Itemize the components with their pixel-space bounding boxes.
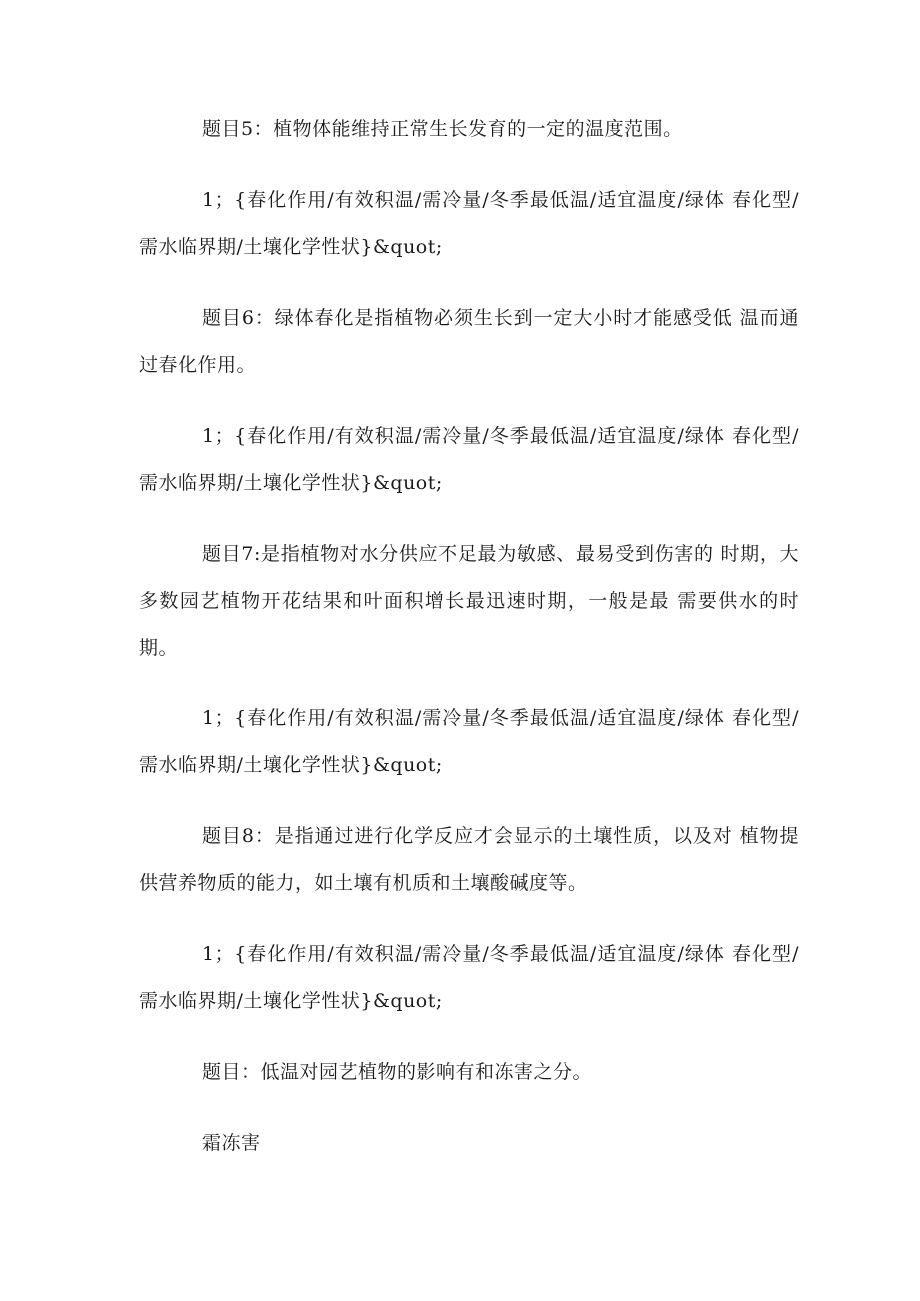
question-6-text: 题目6：绿体春化是指植物必须生长到一定大小时才能感受低 温而通过春化作用。 [139,307,799,376]
answer-options-text: 1；{春化作用/有效积温/需冷量/冬季最低温/适宜温度/绿体 春化型/需水临界期/土壤化学性状}&quot; [139,707,799,776]
question-7-text: 题目7:是指植物对水分供应不足最为敏感、最易受到伤害的 时期，大多数园艺植物开花结果和叶面积增长最迅速时期，一般是最 需要供水的时期。 [139,543,799,659]
answer-text: 霜冻害 [202,1132,261,1154]
answer-options-text: 1；{春化作用/有效积温/需冷量/冬季最低温/适宜温度/绿体 春化型/需水临界期/土壤化学性状}&quot; [139,425,799,494]
answer-options-text: 1；{春化作用/有效积温/需冷量/冬季最低温/适宜温度/绿体 春化型/需水临界期/土壤化学性状}&quot; [139,189,799,258]
question-8-text: 题目8：是指通过进行化学反应才会显示的土壤性质，以及对 植物提供营养物质的能力，如土壤有机质和土壤酸碱度等。 [139,825,799,894]
question-5-text: 题目5：植物体能维持正常生长发育的一定的温度范围。 [202,118,683,140]
question-low-temperature-text: 题目：低温对园艺植物的影响有和冻害之分。 [202,1061,593,1083]
answer-options-text: 1；{春化作用/有效积温/需冷量/冬季最低温/适宜温度/绿体 春化型/需水临界期/土壤化学性状}&quot; [139,943,799,1012]
